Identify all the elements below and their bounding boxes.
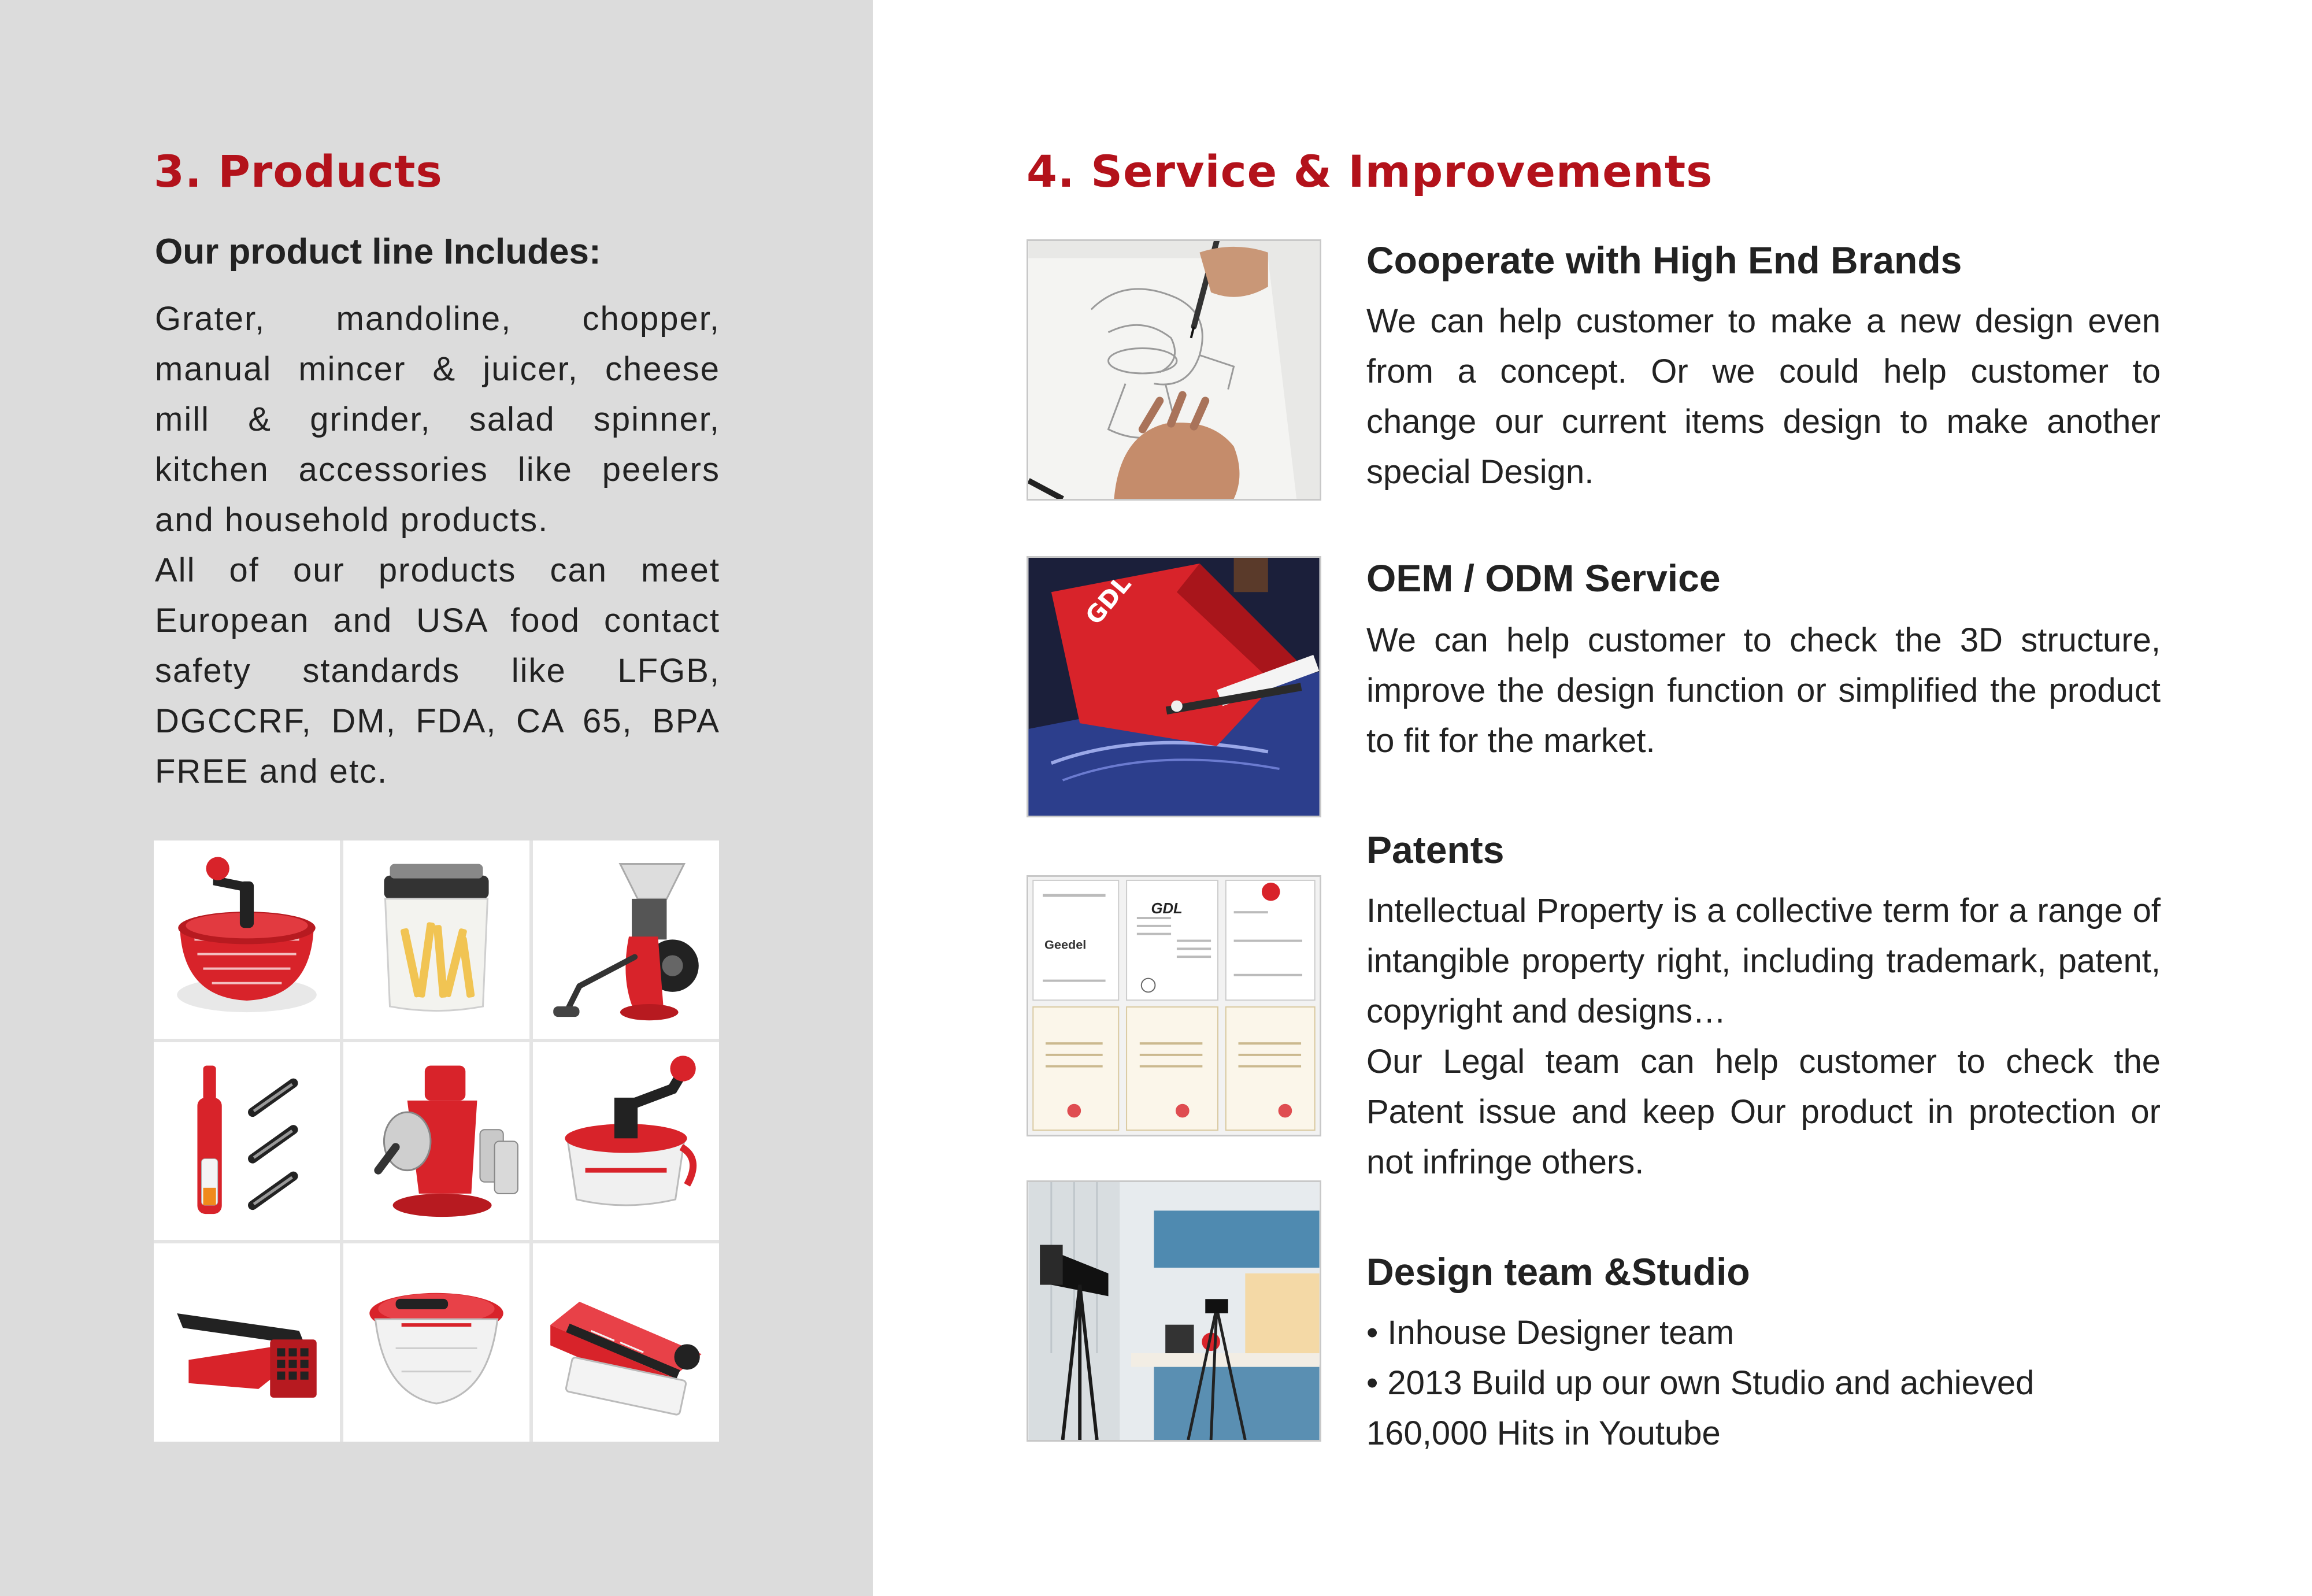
- mandoline-slicer-icon: [533, 1243, 719, 1442]
- product-cell: [343, 840, 529, 1039]
- sketch-thumbnail: [1027, 239, 1321, 501]
- 3d-model-icon: [1028, 558, 1320, 816]
- product-cell: [154, 840, 340, 1039]
- service-item-3-title: Patents: [1366, 828, 1505, 871]
- peeler-set-icon: [154, 1042, 340, 1240]
- product-cell: [533, 840, 719, 1039]
- products-description: [155, 294, 720, 797]
- service-item-4-text: [1366, 1308, 2161, 1458]
- product-cell: [533, 1243, 719, 1442]
- patent-certificates-icon: [1028, 877, 1320, 1135]
- patent-cert-label-2: Geedel: [1044, 937, 1087, 952]
- service-item-1-title: Cooperate with High End Brands: [1366, 239, 1962, 282]
- oem-thumbnail: [1027, 556, 1321, 817]
- salad-spinner-icon: [154, 840, 340, 1039]
- product-cell: [154, 1042, 340, 1240]
- service-item-3-text: [1366, 886, 2161, 1187]
- service-item-1-text: [1366, 296, 2161, 497]
- photo-studio-icon: [1028, 1182, 1320, 1440]
- service-item-3-paragraph-2: Our Legal team can help customer to check the Patent issue and keep Our product in protection or not infringe others.: [1366, 1043, 2161, 1181]
- sketch-drawing-icon: [1028, 241, 1320, 499]
- studio-thumbnail: [1027, 1180, 1321, 1442]
- rotary-grater-icon: [343, 1042, 529, 1240]
- product-cell: [154, 1243, 340, 1442]
- pull-chopper-icon: [343, 1243, 529, 1442]
- service-item-3-paragraph-1: Intellectual Property is a collective term for a range of intangible property right, including trademark, patent, copyright and designs…: [1366, 892, 2161, 1030]
- service-item-2-text: [1366, 615, 2161, 766]
- patents-thumbnail: [1027, 875, 1321, 1136]
- product-cell: [343, 1243, 529, 1442]
- service-item-2-paragraph: We can help customer to check the 3D structure, improve the design function or simplified the product to fit for the market.: [1366, 621, 2161, 760]
- manual-chopper-icon: [533, 1042, 719, 1240]
- products-subtitle: Our product line Includes:: [155, 232, 601, 272]
- products-paragraph-2: All of our products can meet European and USA food contact safety standards like LFGB, DGCCRF, DM, FDA, CA 65, BPA FREE and etc.: [155, 551, 720, 790]
- products-title: 3. Products: [154, 146, 443, 197]
- service-item-2-title: OEM / ODM Service: [1366, 557, 1721, 599]
- service-item-4-title: Design team &Studio: [1366, 1250, 1750, 1293]
- fry-cutter-jar-icon: [343, 840, 529, 1039]
- product-grid: [154, 840, 719, 1442]
- oem-model-label: GDL: [1080, 570, 1137, 630]
- meat-mincer-icon: [533, 840, 719, 1039]
- product-cell: [533, 1042, 719, 1240]
- products-paragraph-1: Grater, mandoline, chopper, manual mincer & juicer, cheese mill & grinder, salad spinner, kitchen accessories like peelers and household products.: [155, 300, 720, 539]
- service-item-1-paragraph: We can help customer to make a new design even from a concept. Or we could help customer to change our current items design to make another special Design.: [1366, 302, 2161, 491]
- product-cell: [343, 1042, 529, 1240]
- potato-cutter-icon: [154, 1243, 340, 1442]
- service-item-4-bullet-2: • 2013 Build up our own Studio and achieved 160,000 Hits in Youtube: [1366, 1364, 2035, 1452]
- service-item-4-bullet-1: • Inhouse Designer team: [1366, 1314, 1735, 1351]
- patent-cert-label-1: GDL: [1151, 901, 1183, 917]
- service-title: 4. Service & Improvements: [1027, 146, 1713, 197]
